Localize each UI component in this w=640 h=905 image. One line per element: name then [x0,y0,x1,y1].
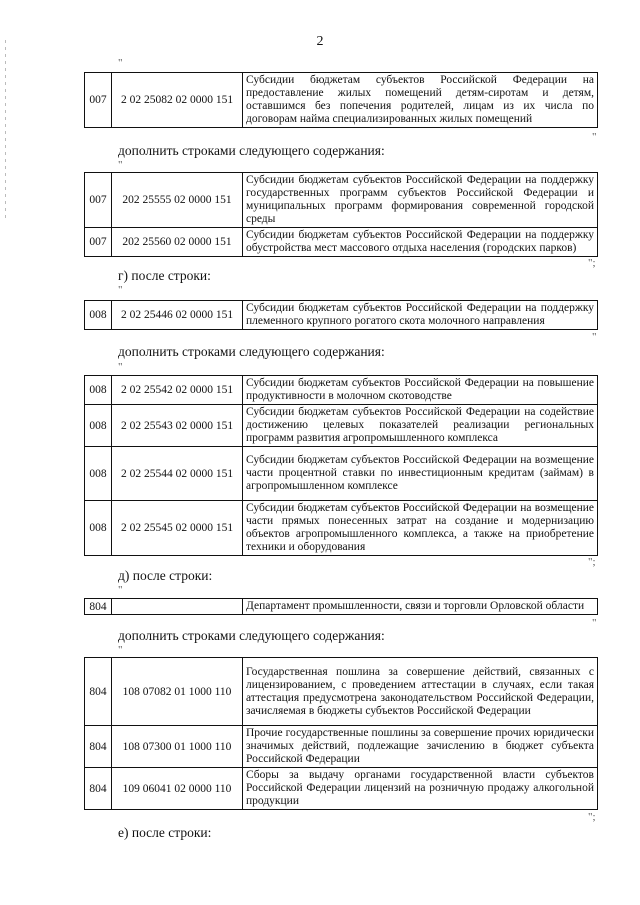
close-quote: " [592,131,597,143]
table-row [85,599,598,615]
scan-edge-artifact [5,40,6,220]
table-row [85,405,598,447]
admin-code-cell: 008 [85,447,112,501]
table-row [85,228,598,257]
table-row [85,376,598,405]
budget-table-3 [84,300,598,330]
table-row [85,173,598,228]
open-quote: " [118,57,123,69]
kbk-code-cell: 2 02 25446 02 0000 151 [112,301,243,330]
budget-table-4 [84,375,598,556]
table-row [85,658,598,726]
table-row [85,73,598,128]
admin-code-cell: 804 [85,768,112,810]
budget-table-5 [84,598,598,615]
table-row [85,301,598,330]
admin-code-cell: 804 [85,599,112,615]
description-cell: Субсидии бюджетам субъектов Российской Федерации на возмещение части прямых понесенных затрат на создание и модернизацию объектов агропромышленного комплекса, а также на приобретение техники и оборудования [243,501,598,556]
kbk-code-cell: 108 07082 01 1000 110 [112,658,243,726]
paragraph-add-rows: дополнить строками следующего содержания: [118,628,385,643]
budget-table-2 [84,172,598,257]
close-quote-semicolon: "; [588,556,596,568]
description-cell: Субсидии бюджетам субъектов Российской Федерации на поддержку государственных программ субъектов Российской Федерации и муниципальных программ формирования современной городской среды [243,173,598,228]
admin-code-cell: 008 [85,376,112,405]
paragraph-after-row: е) после строки: [118,825,212,840]
description-cell: Субсидии бюджетам субъектов Российской Федерации на содействие достижению целевых показателей реализации региональных программ развития агропромышленного комплекса [243,405,598,447]
kbk-code-cell: 108 07300 01 1000 110 [112,726,243,768]
admin-code-cell: 008 [85,405,112,447]
description-cell: Прочие государственные пошлины за совершение прочих юридически значимых действий, подлежащие зачислению в бюджет субъекта Российской Федерации [243,726,598,768]
kbk-code-cell: 2 02 25543 02 0000 151 [112,405,243,447]
kbk-code-cell: 202 25555 02 0000 151 [112,173,243,228]
close-quote-semicolon: "; [588,257,596,269]
admin-code-cell: 008 [85,301,112,330]
close-quote: " [592,331,597,343]
kbk-code-cell: 2 02 25082 02 0000 151 [112,73,243,128]
budget-table-6 [84,657,598,810]
open-quote: " [118,284,123,296]
admin-code-cell: 804 [85,726,112,768]
close-quote-semicolon: "; [588,811,596,823]
table-row [85,447,598,501]
admin-code-cell: 007 [85,73,112,128]
kbk-code-cell: 2 02 25545 02 0000 151 [112,501,243,556]
description-cell: Субсидии бюджетам субъектов Российской Федерации на возмещение части процентной ставки по инвестиционным кредитам (займам) в агропромышленном комплексе [243,447,598,501]
open-quote: " [118,159,123,171]
open-quote: " [118,644,123,656]
close-quote: " [592,617,597,629]
admin-code-cell: 007 [85,173,112,228]
kbk-code-cell: 202 25560 02 0000 151 [112,228,243,257]
kbk-code-cell [112,599,243,615]
description-cell: Субсидии бюджетам субъектов Российской Федерации на повышение продуктивности в молочном скотоводстве [243,376,598,405]
kbk-code-cell: 2 02 25542 02 0000 151 [112,376,243,405]
budget-table-1 [84,72,598,128]
description-cell: Субсидии бюджетам субъектов Российской Федерации на поддержку обустройства мест массового отдыха населения (городских парков) [243,228,598,257]
paragraph-add-rows: дополнить строками следующего содержания: [118,344,385,359]
description-cell: Государственная пошлина за совершение действий, связанных с лицензированием, с проведением аттестации в случаях, если такая аттестация предусмотрена законодательством Российской Федерации, зачисляемая в бюджеты субъектов Российской Федерации [243,658,598,726]
description-cell: Департамент промышленности, связи и торговли Орловской области [243,599,598,615]
paragraph-after-row: д) после строки: [118,568,213,583]
description-cell: Субсидии бюджетам субъектов Российской Федерации на поддержку племенного крупного рогатого скота молочного направления [243,301,598,330]
paragraph-add-rows: дополнить строками следующего содержания: [118,143,385,158]
kbk-code-cell: 109 06041 02 0000 110 [112,768,243,810]
description-cell: Сборы за выдачу органами государственной власти субъектов Российской Федерации лицензий на розничную продажу алкогольной продукции [243,768,598,810]
open-quote: " [118,584,123,596]
table-row [85,768,598,810]
page-number: 2 [316,34,324,49]
kbk-code-cell: 2 02 25544 02 0000 151 [112,447,243,501]
description-cell: Субсидии бюджетам субъектов Российской Федерации на предоставление жилых помещений детям-сиротам и детям, оставшимся без попечения родителей, лицам из их числа по договорам найма специализированных жилых помещений [243,73,598,128]
open-quote: " [118,361,123,373]
admin-code-cell: 804 [85,658,112,726]
table-row [85,501,598,556]
admin-code-cell: 007 [85,228,112,257]
paragraph-after-row: г) после строки: [118,268,211,283]
table-row [85,726,598,768]
admin-code-cell: 008 [85,501,112,556]
